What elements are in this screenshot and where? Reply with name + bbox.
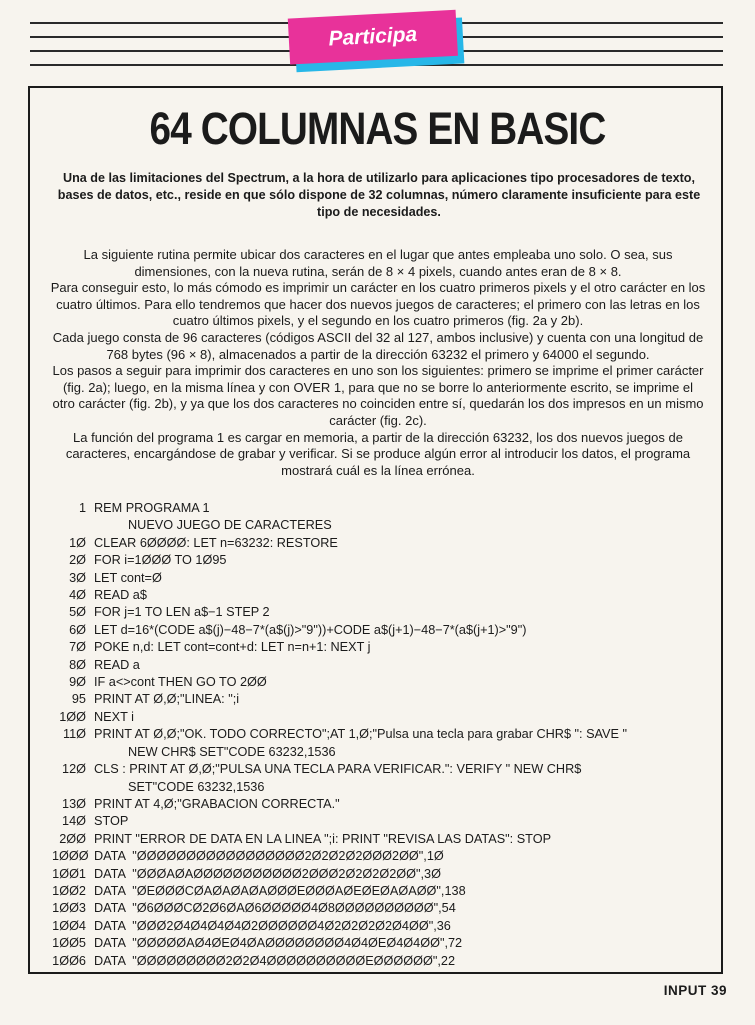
- line-number: 6Ø: [69, 622, 86, 637]
- line-number: 1ØØ: [59, 709, 86, 724]
- line-code: NEXT i: [94, 709, 134, 724]
- line-code: NUEVO JUEGO DE CARACTERES: [128, 518, 332, 533]
- code-line: [52, 848, 722, 865]
- code-line: [52, 935, 722, 952]
- article-body: [50, 247, 706, 479]
- section-tab: [288, 9, 464, 70]
- code-line: [52, 657, 722, 674]
- page-footer: INPUT 39: [663, 983, 727, 998]
- code-line: [52, 622, 722, 639]
- line-code: FOR i=1ØØØ TO 1Ø95: [94, 553, 227, 568]
- line-code: IF a<>cont THEN GO TO 2ØØ: [94, 675, 267, 690]
- line-number: 2Ø: [69, 553, 86, 568]
- line-code: READ a: [94, 657, 140, 672]
- line-code: SET"CODE 63232,1536: [128, 779, 265, 794]
- line-number: 1ØØ2: [52, 883, 86, 898]
- code-line: [52, 552, 722, 569]
- body-paragraph: La siguiente rutina permite ubicar dos caracteres en el lugar que antes empleaba uno solo. O sea, sus dimensiones, con la nueva rutina, serán de 8 × 4 pixels, cuando antes eran de 8 × 8.: [83, 247, 673, 279]
- code-line: [52, 691, 722, 708]
- body-paragraph: Cada juego consta de 96 caracteres (códigos ASCII del 32 al 127, ambos inclusive) y cuenta con una longitud de 768 bytes (96 × 8), almacenados a partir de la dirección 63232 el primero y 64000 el segundo.: [52, 329, 704, 362]
- line-number: 1ØØ3: [52, 901, 86, 916]
- line-code: CLEAR 6ØØØØ: LET n=63232: RESTORE: [94, 535, 338, 550]
- line-code: STOP: [94, 814, 129, 829]
- code-line: [52, 918, 722, 935]
- code-line: [52, 866, 722, 883]
- line-code: DATA "ØEØØØCØAØAØAØAØØØEØØØAØEØEØAØAØØ",138: [94, 883, 466, 898]
- line-number: 13Ø: [62, 796, 86, 811]
- code-line: [52, 779, 722, 796]
- article-title: 64 COLUMNAS EN BASIC: [149, 103, 606, 154]
- line-code: CLS : PRINT AT Ø,Ø;"PULSA UNA TECLA PARA VERIFICAR.": VERIFY " NEW CHR$: [94, 762, 582, 777]
- code-line: [52, 744, 722, 761]
- code-line: [52, 674, 722, 691]
- line-number: 7Ø: [69, 640, 86, 655]
- line-code: PRINT AT 4,Ø;"GRABACION CORRECTA.": [94, 796, 340, 811]
- code-line: [52, 761, 722, 778]
- section-tab-label: Participa: [288, 10, 458, 65]
- line-code: DATA "ØØØØØØØØØ2Ø2Ø4ØØØØØØØØØØEØØØØØØ",22: [94, 953, 456, 968]
- line-number: 12Ø: [62, 762, 86, 777]
- line-number: 2ØØ: [59, 831, 86, 846]
- line-number: [52, 779, 86, 796]
- line-code: DATA "ØØØ2Ø4Ø4Ø4Ø4Ø2ØØØØØØ4Ø2Ø2Ø2Ø2Ø4ØØ",36: [94, 918, 451, 933]
- line-number: 4Ø: [69, 588, 86, 603]
- line-number: 8Ø: [69, 657, 86, 672]
- line-number: 1ØØ4: [52, 918, 86, 933]
- line-number: [52, 517, 86, 534]
- line-number: 5Ø: [69, 605, 86, 620]
- body-paragraph: La función del programa 1 es cargar en memoria, a partir de la dirección 63232, los dos nuevos juegos de caracteres, encargándose de grabar y verificar. Si se produce algún error al introducir los datos, el programa mostrará cuál es la línea errónea.: [65, 429, 691, 478]
- code-line: [52, 813, 722, 830]
- line-number: 1: [78, 501, 86, 515]
- line-number: 9Ø: [69, 675, 86, 690]
- line-code: POKE n,d: LET cont=cont+d: LET n=n+1: NEXT j: [94, 640, 371, 655]
- line-code: PRINT AT Ø,Ø;"OK. TODO CORRECTO";AT 1,Ø;"Pulsa una tecla para grabar CHR$ ": SAVE ": [94, 727, 628, 742]
- code-line: [52, 726, 722, 743]
- line-number: 1ØØØ: [52, 849, 89, 864]
- code-line: [52, 500, 722, 517]
- line-number: 95: [71, 692, 86, 707]
- code-line: [52, 587, 722, 604]
- line-number: 11Ø: [62, 727, 86, 742]
- code-line: [52, 883, 722, 900]
- code-line: [52, 639, 722, 656]
- line-number: [52, 744, 86, 761]
- line-code: FOR j=1 TO LEN a$−1 STEP 2: [94, 605, 270, 620]
- line-number: 1ØØ5: [52, 936, 86, 951]
- line-number: 1Ø: [69, 535, 86, 550]
- body-paragraph: Para conseguir esto, lo más cómodo es imprimir un carácter en los cuatro primeros pixels y el otro carácter en los cuatro últimos. Para ello tendremos que hacer dos nuevos juegos de caracteres; el primero con las letras en los cuatro últimos pixels, y el segundo en los cuatro primeros (fig. 2a y 2b).: [50, 280, 706, 329]
- code-line: [52, 535, 722, 552]
- code-line: [52, 831, 722, 848]
- line-code: PRINT "ERROR DE DATA EN LA LINEA ";i: PRINT "REVISA LAS DATAS": STOP: [94, 831, 552, 846]
- line-code: LET d=16*(CODE a$(j)−48−7*(a$(j)>"9"))+CODE a$(j+1)−48−7*(a$(j+1)>"9"): [94, 622, 527, 637]
- code-line: [52, 570, 722, 587]
- line-number: 14Ø: [62, 814, 86, 829]
- line-number: 3Ø: [69, 570, 86, 585]
- code-line: [52, 709, 722, 726]
- line-code: REM PROGRAMA 1: [94, 501, 210, 515]
- code-line: [52, 796, 722, 813]
- line-code: READ a$: [94, 588, 147, 603]
- article-intro: Una de las limitaciones del Spectrum, a la hora de utilizarlo para aplicaciones tipo procesadores de texto, bases de datos, etc., reside en que sólo dispone de 32 columnas, número claramente insuficiente para este tipo de necesidades.: [57, 171, 701, 219]
- code-line: [52, 517, 722, 534]
- code-line: [52, 604, 722, 621]
- line-code: DATA "ØØØØØØØØØØØØØØØØØ2Ø2Ø2Ø2ØØØ2ØØ",1Ø: [94, 849, 444, 864]
- line-code: DATA "ØØØØØAØ4ØEØ4ØAØØØØØØØØ4Ø4ØEØ4Ø4ØØ",72: [94, 936, 463, 951]
- line-code: DATA "Ø6ØØØCØ2Ø6ØAØ6ØØØØØ4Ø8ØØØØØØØØØØ",54: [94, 901, 456, 916]
- line-number: 1ØØ6: [52, 953, 86, 968]
- line-code: DATA "ØØØAØAØØØØØØØØØØØ2ØØØ2Ø2Ø2Ø2ØØ",3Ø: [94, 866, 441, 881]
- line-code: PRINT AT Ø,Ø;"LINEA: ";i: [94, 692, 240, 707]
- body-paragraph: Los pasos a seguir para imprimir dos caracteres en uno son los siguientes: primero se imprime el primer carácter (fig. 2a); luego, en la misma línea y con OVER 1, para que no se borre lo anteriormente escrito, se imprime el otro carácter (fig. 2b), y ya que los dos caracteres no coinciden entre sí, quedarán los dos impresos en un mismo carácter (fig. 2c).: [52, 363, 704, 428]
- code-line: [52, 900, 722, 917]
- line-number: 1ØØ1: [52, 866, 86, 881]
- code-line: [52, 953, 722, 970]
- line-code: LET cont=Ø: [94, 570, 162, 585]
- code-listing: [52, 500, 722, 970]
- line-code: NEW CHR$ SET"CODE 63232,1536: [128, 744, 336, 759]
